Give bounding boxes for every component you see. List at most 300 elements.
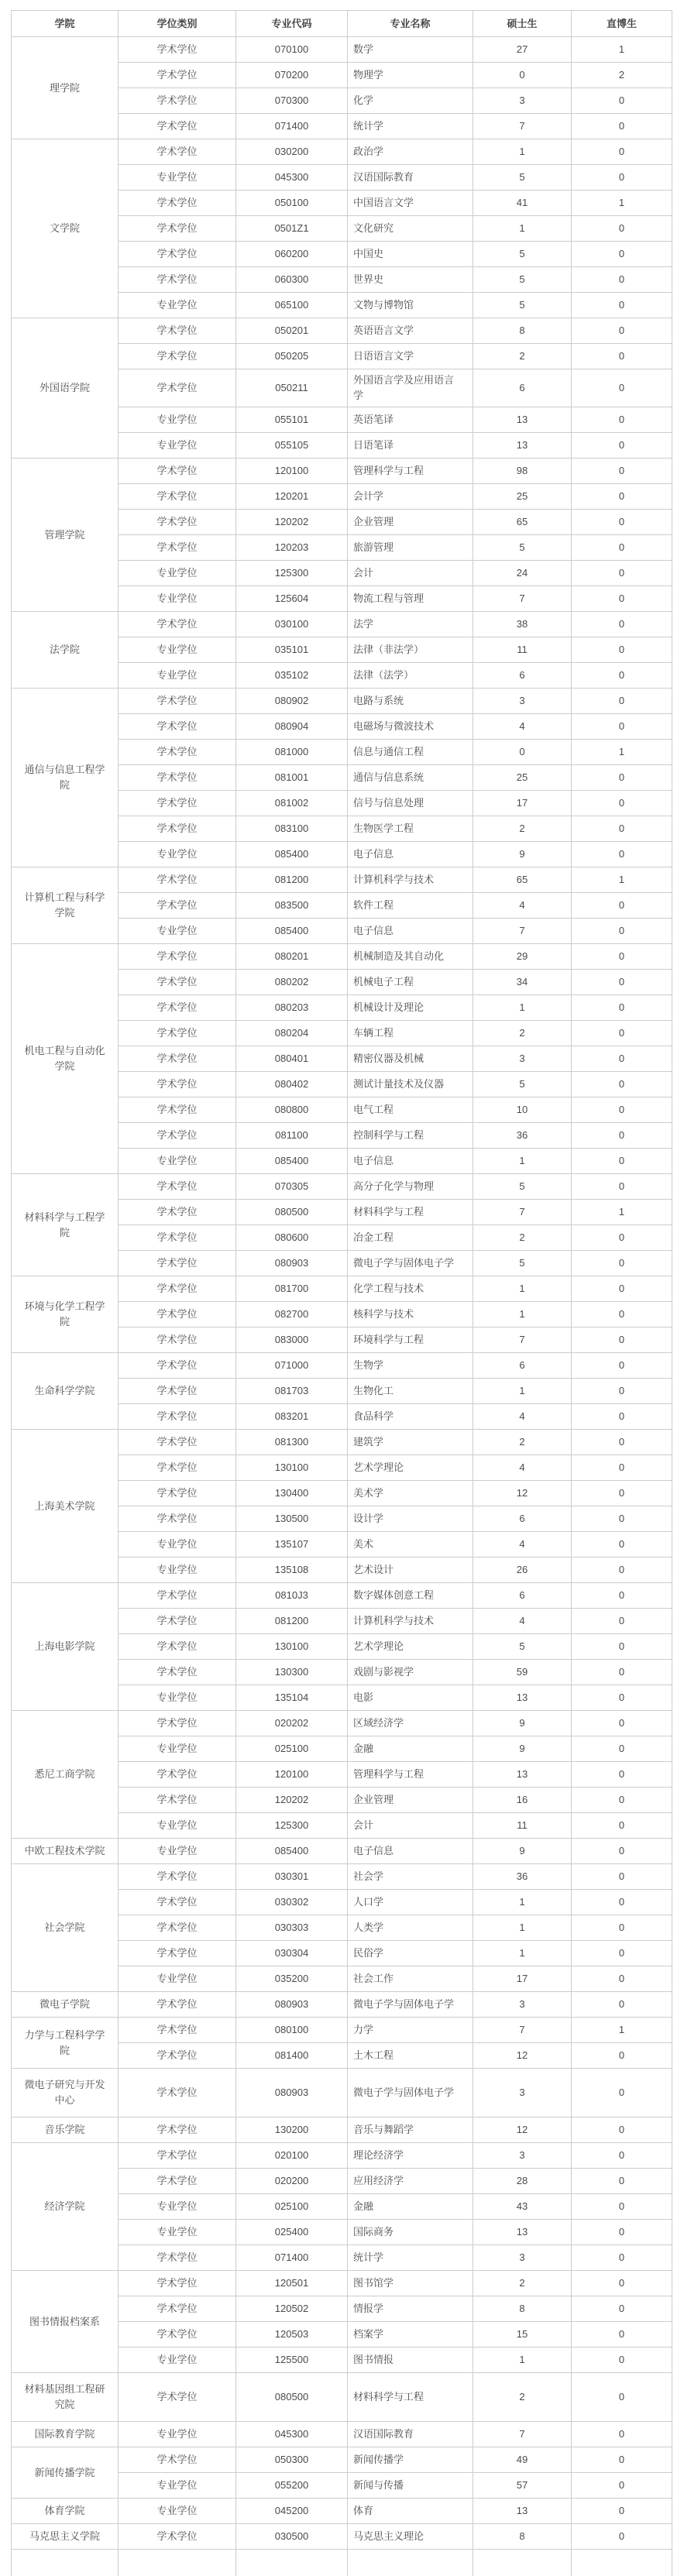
masters-count-cell: 1: [473, 1276, 572, 1302]
major-name-cell: 电气工程: [348, 1097, 473, 1123]
major-name-cell: 生物医学工程: [348, 816, 473, 842]
degree-type-cell: 专业学位: [119, 919, 236, 944]
degree-type-cell: 学术学位: [119, 893, 236, 919]
major-name-cell: 土木工程: [348, 2043, 473, 2069]
masters-count-cell: 27: [473, 37, 572, 63]
masters-count-cell: 13: [473, 1685, 572, 1711]
major-name-cell: 数字媒体创意工程: [348, 1583, 473, 1609]
major-code-cell: 080500: [236, 1200, 348, 1225]
major-name-cell: 法学: [348, 612, 473, 637]
major-name-cell: 化学: [348, 88, 473, 114]
direct-phd-count-cell: 1: [572, 37, 672, 63]
major-code-cell: 125300: [236, 561, 348, 586]
major-code-cell: 130400: [236, 1481, 348, 1506]
major-name-cell: 食品科学: [348, 1404, 473, 1430]
major-name-cell: 中国史: [348, 242, 473, 267]
college-cell: 图书情报档案系: [12, 2271, 119, 2373]
degree-type-cell: 专业学位: [119, 561, 236, 586]
degree-type-cell: 学术学位: [119, 1225, 236, 1251]
degree-type-cell: 学术学位: [119, 1455, 236, 1481]
masters-count-cell: 25: [473, 765, 572, 791]
masters-count-cell: 4: [473, 1609, 572, 1634]
masters-count-cell: 2: [473, 2271, 572, 2296]
major-code-cell: 055105: [236, 433, 348, 459]
direct-phd-count-cell: 0: [572, 1123, 672, 1149]
major-code-cell: 050205: [236, 344, 348, 369]
degree-type-cell: 专业学位: [119, 293, 236, 318]
admissions-table: [11, 10, 672, 2576]
degree-type-cell: 学术学位: [119, 816, 236, 842]
major-code-cell: 125604: [236, 586, 348, 612]
major-name-cell: 控制科学与工程: [348, 1123, 473, 1149]
degree-type-cell: 学术学位: [119, 1915, 236, 1941]
masters-count-cell: 5: [473, 1174, 572, 1200]
empty-cell: [473, 2550, 572, 2576]
degree-type-cell: 学术学位: [119, 344, 236, 369]
table-row: [12, 2143, 672, 2169]
direct-phd-count-cell: 0: [572, 2296, 672, 2322]
major-code-cell: 060300: [236, 267, 348, 293]
masters-count-cell: 6: [473, 1353, 572, 1379]
college-cell: 国际教育学院: [12, 2422, 119, 2447]
direct-phd-count-cell: 0: [572, 1097, 672, 1123]
direct-phd-count-cell: 0: [572, 1890, 672, 1915]
masters-count-cell: 15: [473, 2322, 572, 2348]
degree-type-cell: 学术学位: [119, 369, 236, 407]
major-name-cell: 材料科学与工程: [348, 1200, 473, 1225]
empty-cell: [348, 2550, 473, 2576]
major-code-cell: 045300: [236, 165, 348, 191]
masters-count-cell: 2: [473, 1225, 572, 1251]
direct-phd-count-cell: 0: [572, 165, 672, 191]
direct-phd-count-cell: 1: [572, 191, 672, 216]
direct-phd-count-cell: 0: [572, 1251, 672, 1276]
major-name-cell: 微电子学与固体电子学: [348, 2069, 473, 2117]
degree-type-cell: 专业学位: [119, 2220, 236, 2245]
degree-type-cell: 专业学位: [119, 2348, 236, 2373]
direct-phd-count-cell: 0: [572, 893, 672, 919]
direct-phd-count-cell: 0: [572, 2422, 672, 2447]
direct-phd-count-cell: 0: [572, 407, 672, 433]
masters-count-cell: 1: [473, 1941, 572, 1966]
degree-type-cell: 学术学位: [119, 1583, 236, 1609]
degree-type-cell: 学术学位: [119, 2018, 236, 2043]
major-name-cell: 管理科学与工程: [348, 459, 473, 484]
masters-count-cell: 8: [473, 2524, 572, 2550]
major-code-cell: 120203: [236, 535, 348, 561]
major-name-cell: 日语笔译: [348, 433, 473, 459]
college-cell: 计算机工程与科学学院: [12, 867, 119, 944]
masters-count-cell: 3: [473, 1992, 572, 2018]
college-cell: 通信与信息工程学院: [12, 689, 119, 867]
major-code-cell: 080903: [236, 2069, 348, 2117]
major-code-cell: 120501: [236, 2271, 348, 2296]
major-name-cell: 新闻与传播: [348, 2473, 473, 2499]
major-code-cell: 081700: [236, 1276, 348, 1302]
major-name-cell: 电磁场与微波技术: [348, 714, 473, 740]
table-row: [12, 2524, 672, 2550]
major-name-cell: 高分子化学与物理: [348, 1174, 473, 1200]
masters-count-cell: 5: [473, 1072, 572, 1097]
direct-phd-count-cell: 0: [572, 970, 672, 995]
direct-phd-count-cell: 0: [572, 318, 672, 344]
degree-type-cell: 专业学位: [119, 2499, 236, 2524]
masters-count-cell: 9: [473, 1711, 572, 1736]
major-name-cell: 人类学: [348, 1915, 473, 1941]
table-row: [12, 1839, 672, 1864]
major-name-cell: 英语语言文学: [348, 318, 473, 344]
major-code-cell: 135104: [236, 1685, 348, 1711]
major-code-cell: 060200: [236, 242, 348, 267]
table-row: [12, 37, 672, 63]
major-name-cell: 测试计量技术及仪器: [348, 1072, 473, 1097]
masters-count-cell: 9: [473, 842, 572, 867]
masters-count-cell: 38: [473, 612, 572, 637]
masters-count-cell: 59: [473, 1660, 572, 1685]
major-name-cell: 汉语国际教育: [348, 2422, 473, 2447]
masters-count-cell: 6: [473, 369, 572, 407]
degree-type-cell: 学术学位: [119, 2271, 236, 2296]
major-name-cell: 美术学: [348, 1481, 473, 1506]
major-code-cell: 070200: [236, 63, 348, 88]
degree-type-cell: 学术学位: [119, 2322, 236, 2348]
direct-phd-count-cell: 0: [572, 1327, 672, 1353]
direct-phd-count-cell: 0: [572, 459, 672, 484]
major-name-cell: 法律（非法学）: [348, 637, 473, 663]
major-name-cell: 企业管理: [348, 510, 473, 535]
table-row: [12, 1711, 672, 1736]
major-name-cell: 统计学: [348, 2245, 473, 2271]
table-row: [12, 139, 672, 165]
major-code-cell: 083500: [236, 893, 348, 919]
table-row: [12, 1174, 672, 1200]
empty-cell: [119, 2550, 236, 2576]
degree-type-cell: 专业学位: [119, 663, 236, 689]
masters-count-cell: 7: [473, 1200, 572, 1225]
masters-count-cell: 17: [473, 791, 572, 816]
major-code-cell: 020200: [236, 2169, 348, 2194]
direct-phd-count-cell: 0: [572, 1149, 672, 1174]
major-code-cell: 030304: [236, 1941, 348, 1966]
major-code-cell: 081300: [236, 1430, 348, 1455]
major-name-cell: 设计学: [348, 1506, 473, 1532]
masters-count-cell: 65: [473, 510, 572, 535]
major-name-cell: 冶金工程: [348, 1225, 473, 1251]
degree-type-cell: 学术学位: [119, 2524, 236, 2550]
major-name-cell: 计算机科学与技术: [348, 1609, 473, 1634]
direct-phd-count-cell: 1: [572, 740, 672, 765]
masters-count-cell: 1: [473, 1915, 572, 1941]
table-row: [12, 612, 672, 637]
major-name-cell: 信号与信息处理: [348, 791, 473, 816]
direct-phd-count-cell: 0: [572, 433, 672, 459]
major-name-cell: 戏剧与影视学: [348, 1660, 473, 1685]
major-name-cell: 精密仪器及机械: [348, 1046, 473, 1072]
major-code-cell: 025400: [236, 2220, 348, 2245]
major-code-cell: 081100: [236, 1123, 348, 1149]
direct-phd-count-cell: 0: [572, 1404, 672, 1430]
major-name-cell: 车辆工程: [348, 1021, 473, 1046]
major-name-cell: 法律（法学）: [348, 663, 473, 689]
masters-count-cell: 2: [473, 344, 572, 369]
degree-type-cell: 学术学位: [119, 765, 236, 791]
major-code-cell: 080902: [236, 689, 348, 714]
degree-type-cell: 学术学位: [119, 1506, 236, 1532]
direct-phd-count-cell: 0: [572, 1506, 672, 1532]
major-code-cell: 083100: [236, 816, 348, 842]
masters-count-cell: 25: [473, 484, 572, 510]
major-code-cell: 080201: [236, 944, 348, 970]
degree-type-cell: 专业学位: [119, 1966, 236, 1992]
major-name-cell: 会计: [348, 561, 473, 586]
direct-phd-count-cell: 0: [572, 369, 672, 407]
direct-phd-count-cell: 0: [572, 2117, 672, 2143]
college-cell: 微电子研究与开发中心: [12, 2069, 119, 2117]
degree-type-cell: 学术学位: [119, 459, 236, 484]
major-code-cell: 030302: [236, 1890, 348, 1915]
major-name-cell: 计算机科学与技术: [348, 867, 473, 893]
major-name-cell: 汉语国际教育: [348, 165, 473, 191]
direct-phd-count-cell: 0: [572, 2194, 672, 2220]
direct-phd-count-cell: 0: [572, 2373, 672, 2422]
masters-count-cell: 7: [473, 919, 572, 944]
degree-type-cell: 专业学位: [119, 842, 236, 867]
degree-type-cell: 学术学位: [119, 791, 236, 816]
masters-count-cell: 7: [473, 2018, 572, 2043]
degree-type-cell: 学术学位: [119, 1072, 236, 1097]
table-row: [12, 2373, 672, 2422]
table-row: [12, 867, 672, 893]
major-name-cell: 会计: [348, 1813, 473, 1839]
major-name-cell: 微电子学与固体电子学: [348, 1992, 473, 2018]
major-name-cell: 情报学: [348, 2296, 473, 2322]
degree-type-cell: 学术学位: [119, 2447, 236, 2473]
major-code-cell: 080904: [236, 714, 348, 740]
major-name-cell: 管理科学与工程: [348, 1762, 473, 1788]
degree-type-cell: 学术学位: [119, 995, 236, 1021]
direct-phd-count-cell: 0: [572, 535, 672, 561]
major-name-cell: 文化研究: [348, 216, 473, 242]
col-header-college: 学院: [12, 11, 119, 37]
degree-type-cell: 学术学位: [119, 88, 236, 114]
direct-phd-count-cell: 0: [572, 1966, 672, 1992]
major-name-cell: 金融: [348, 2194, 473, 2220]
degree-type-cell: 学术学位: [119, 191, 236, 216]
degree-type-cell: 学术学位: [119, 740, 236, 765]
degree-type-cell: 学术学位: [119, 714, 236, 740]
major-code-cell: 080402: [236, 1072, 348, 1097]
page: [0, 10, 684, 2500]
major-name-cell: 电子信息: [348, 1839, 473, 1864]
major-code-cell: 070100: [236, 37, 348, 63]
major-name-cell: 环境科学与工程: [348, 1327, 473, 1353]
degree-type-cell: 学术学位: [119, 689, 236, 714]
major-code-cell: 071400: [236, 2245, 348, 2271]
direct-phd-count-cell: 0: [572, 944, 672, 970]
major-code-cell: 081400: [236, 2043, 348, 2069]
major-code-cell: 050300: [236, 2447, 348, 2473]
masters-count-cell: 3: [473, 689, 572, 714]
major-name-cell: 电子信息: [348, 842, 473, 867]
table-row: [12, 2499, 672, 2524]
degree-type-cell: 学术学位: [119, 484, 236, 510]
direct-phd-count-cell: 0: [572, 1864, 672, 1890]
major-name-cell: 统计学: [348, 114, 473, 139]
major-code-cell: 055200: [236, 2473, 348, 2499]
empty-cell: [12, 2550, 119, 2576]
masters-count-cell: 4: [473, 893, 572, 919]
major-code-cell: 135108: [236, 1558, 348, 1583]
degree-type-cell: 学术学位: [119, 1200, 236, 1225]
masters-count-cell: 13: [473, 407, 572, 433]
degree-type-cell: 学术学位: [119, 1046, 236, 1072]
table-row: [12, 1864, 672, 1890]
degree-type-cell: 学术学位: [119, 37, 236, 63]
direct-phd-count-cell: 0: [572, 242, 672, 267]
masters-count-cell: 5: [473, 1634, 572, 1660]
direct-phd-count-cell: 0: [572, 1660, 672, 1685]
college-cell: 微电子学院: [12, 1992, 119, 2018]
direct-phd-count-cell: 0: [572, 1992, 672, 2018]
major-name-cell: 电子信息: [348, 919, 473, 944]
direct-phd-count-cell: 0: [572, 1839, 672, 1864]
degree-type-cell: 专业学位: [119, 1813, 236, 1839]
masters-count-cell: 5: [473, 267, 572, 293]
direct-phd-count-cell: 0: [572, 2143, 672, 2169]
masters-count-cell: 1: [473, 2348, 572, 2373]
direct-phd-count-cell: 0: [572, 765, 672, 791]
direct-phd-count-cell: 0: [572, 612, 672, 637]
major-code-cell: 045300: [236, 2422, 348, 2447]
degree-type-cell: 学术学位: [119, 2169, 236, 2194]
masters-count-cell: 12: [473, 2117, 572, 2143]
masters-count-cell: 4: [473, 1455, 572, 1481]
degree-type-cell: 学术学位: [119, 944, 236, 970]
major-name-cell: 体育: [348, 2499, 473, 2524]
direct-phd-count-cell: 0: [572, 293, 672, 318]
degree-type-cell: 学术学位: [119, 242, 236, 267]
major-code-cell: 080100: [236, 2018, 348, 2043]
direct-phd-count-cell: 0: [572, 1583, 672, 1609]
direct-phd-count-cell: 0: [572, 1736, 672, 1762]
major-code-cell: 081200: [236, 1609, 348, 1634]
direct-phd-count-cell: 0: [572, 714, 672, 740]
degree-type-cell: 专业学位: [119, 2422, 236, 2447]
direct-phd-count-cell: 0: [572, 510, 672, 535]
masters-count-cell: 9: [473, 1839, 572, 1864]
masters-count-cell: 9: [473, 1736, 572, 1762]
major-name-cell: 金融: [348, 1736, 473, 1762]
major-code-cell: 130500: [236, 1506, 348, 1532]
direct-phd-count-cell: 0: [572, 139, 672, 165]
major-code-cell: 081703: [236, 1379, 348, 1404]
degree-type-cell: 学术学位: [119, 1762, 236, 1788]
major-code-cell: 080600: [236, 1225, 348, 1251]
major-name-cell: 图书馆学: [348, 2271, 473, 2296]
table-row: [12, 459, 672, 484]
degree-type-cell: 学术学位: [119, 1890, 236, 1915]
major-code-cell: 082700: [236, 1302, 348, 1327]
direct-phd-count-cell: 0: [572, 1532, 672, 1558]
masters-count-cell: 3: [473, 88, 572, 114]
table-row: [12, 1583, 672, 1609]
masters-count-cell: 7: [473, 114, 572, 139]
major-code-cell: 120202: [236, 510, 348, 535]
direct-phd-count-cell: 0: [572, 1021, 672, 1046]
major-name-cell: 政治学: [348, 139, 473, 165]
major-name-cell: 美术: [348, 1532, 473, 1558]
college-cell: 文学院: [12, 139, 119, 318]
masters-count-cell: 1: [473, 995, 572, 1021]
masters-count-cell: 11: [473, 1813, 572, 1839]
masters-count-cell: 0: [473, 740, 572, 765]
direct-phd-count-cell: 0: [572, 1711, 672, 1736]
direct-phd-count-cell: 0: [572, 216, 672, 242]
degree-type-cell: 学术学位: [119, 1379, 236, 1404]
major-name-cell: 生物学: [348, 1353, 473, 1379]
major-code-cell: 030100: [236, 612, 348, 637]
masters-count-cell: 3: [473, 2143, 572, 2169]
major-code-cell: 083000: [236, 1327, 348, 1353]
direct-phd-count-cell: 0: [572, 919, 672, 944]
major-code-cell: 035101: [236, 637, 348, 663]
degree-type-cell: 专业学位: [119, 433, 236, 459]
direct-phd-count-cell: 0: [572, 1941, 672, 1966]
direct-phd-count-cell: 0: [572, 1353, 672, 1379]
degree-type-cell: 学术学位: [119, 1788, 236, 1813]
masters-count-cell: 7: [473, 2422, 572, 2447]
college-cell: 法学院: [12, 612, 119, 689]
masters-count-cell: 3: [473, 1046, 572, 1072]
degree-type-cell: 学术学位: [119, 2296, 236, 2322]
major-code-cell: 020100: [236, 2143, 348, 2169]
masters-count-cell: 41: [473, 191, 572, 216]
masters-count-cell: 5: [473, 535, 572, 561]
col-header-major-name: 专业名称: [348, 11, 473, 37]
masters-count-cell: 5: [473, 242, 572, 267]
degree-type-cell: 学术学位: [119, 612, 236, 637]
major-code-cell: 135107: [236, 1532, 348, 1558]
major-code-cell: 071000: [236, 1353, 348, 1379]
direct-phd-count-cell: 0: [572, 995, 672, 1021]
direct-phd-count-cell: 0: [572, 1072, 672, 1097]
table-row: [12, 2117, 672, 2143]
masters-count-cell: 3: [473, 2245, 572, 2271]
degree-type-cell: 学术学位: [119, 535, 236, 561]
direct-phd-count-cell: 0: [572, 663, 672, 689]
major-name-cell: 世界史: [348, 267, 473, 293]
major-code-cell: 065100: [236, 293, 348, 318]
major-name-cell: 机械制造及其自动化: [348, 944, 473, 970]
direct-phd-count-cell: 0: [572, 1762, 672, 1788]
major-code-cell: 025100: [236, 2194, 348, 2220]
direct-phd-count-cell: 1: [572, 2018, 672, 2043]
masters-count-cell: 1: [473, 1379, 572, 1404]
degree-type-cell: 学术学位: [119, 970, 236, 995]
major-name-cell: 电子信息: [348, 1149, 473, 1174]
masters-count-cell: 8: [473, 318, 572, 344]
degree-type-cell: 学术学位: [119, 1404, 236, 1430]
major-name-cell: 数学: [348, 37, 473, 63]
degree-type-cell: 学术学位: [119, 1609, 236, 1634]
college-cell: 音乐学院: [12, 2117, 119, 2143]
direct-phd-count-cell: 0: [572, 114, 672, 139]
degree-type-cell: 学术学位: [119, 2245, 236, 2271]
direct-phd-count-cell: 0: [572, 1558, 672, 1583]
direct-phd-count-cell: 0: [572, 2169, 672, 2194]
masters-count-cell: 1: [473, 1149, 572, 1174]
major-name-cell: 马克思主义理论: [348, 2524, 473, 2550]
